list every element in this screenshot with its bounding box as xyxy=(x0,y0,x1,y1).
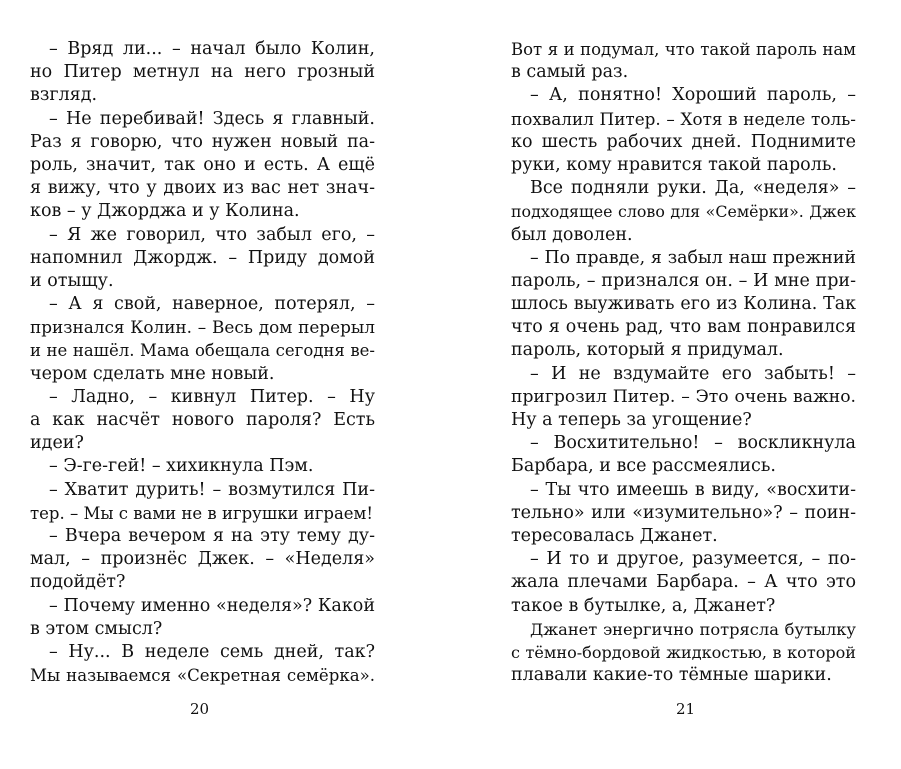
text-line: был доволен. xyxy=(511,224,633,245)
text-line: – Ладно, – кивнул Питер. – Ну xyxy=(49,386,375,407)
text-line: Мы называемся «Секретная семёрка». xyxy=(30,666,375,686)
text-line: в самый раз. xyxy=(511,62,629,83)
text-line: ко шесть рабочих дней. Поднимите xyxy=(511,131,856,152)
text-line: – Я же говорил, что забыл его, – xyxy=(49,224,375,245)
text-line: напомнил Джордж. – Приду домой xyxy=(30,247,375,268)
text-line: – Не перебивай! Здесь я главный. xyxy=(49,108,375,129)
text-line: чером сделать мне новый. xyxy=(30,363,275,384)
text-line: – Вчера вечером я на эту тему ду- xyxy=(49,525,375,546)
text-line: подходящее слово для «Семёрки». Джек xyxy=(511,202,856,222)
text-line: похвалил Питер. – Хотя в неделе толь- xyxy=(511,108,856,129)
text-line: Вот я и подумал, что такой пароль нам xyxy=(511,40,856,59)
page-number-left: 20 xyxy=(190,700,210,718)
text-line: – А, понятно! Хороший пароль, – xyxy=(530,85,856,106)
text-line: – По правде, я забыл наш прежний xyxy=(530,247,856,268)
text-line: такое в бутылке, а, Джанет? xyxy=(511,595,776,616)
text-line: что я очень рад, что вам понравился xyxy=(511,317,856,338)
text-line: взгляд. xyxy=(30,85,98,106)
text-line: Барбара, и все рассмеялись. xyxy=(511,456,776,477)
text-line: пароль, – признался он. – И мне при- xyxy=(511,270,856,291)
text-line: роль, значит, так оно и есть. А ещё xyxy=(30,154,375,175)
text-line: признался Колин. – Весь дом перерыл xyxy=(30,317,375,338)
text-line: мал, – произнёс Джек. – «Неделя» xyxy=(30,549,375,570)
text-line: – Почему именно «неделя»? Какой xyxy=(49,595,375,616)
text-line: и отыщу. xyxy=(30,270,114,291)
text-line: – И не вздумайте его забыть! – xyxy=(530,363,856,384)
text-line: руки, кому нравится такой пароль. xyxy=(511,154,837,175)
text-line: тельно» или «изумительно»? – поин- xyxy=(511,502,856,523)
text-line: Все подняли руки. Да, «неделя» – xyxy=(530,178,856,199)
text-line: – Ты что имеешь в виду, «восхити- xyxy=(530,479,856,500)
text-line: в этом смысл? xyxy=(30,618,163,639)
left-page-text xyxy=(30,38,375,687)
text-line: пригрозил Питер. – Это очень важно. xyxy=(511,386,856,407)
text-line: жала плечами Барбара. – А что это xyxy=(511,572,856,593)
text-line: Раз я говорю, что нужен новый па- xyxy=(30,131,375,152)
text-line: я вижу, что у двоих из вас нет знач- xyxy=(30,178,375,199)
text-line: тер. – Мы с вами не в игрушки играем! xyxy=(30,503,374,523)
page-number-right: 21 xyxy=(676,700,696,718)
right-page-text xyxy=(511,38,856,687)
text-line: – Восхитительно! – воскликнула xyxy=(530,433,856,454)
text-line: – А я свой, наверное, потерял, – xyxy=(49,294,375,315)
text-line: – Э-ге-гей! – хихикнула Пэм. xyxy=(49,456,314,477)
text-line: Джанет энергично потрясла бутылку xyxy=(530,619,856,639)
text-line: шлось выуживать его из Колина. Так xyxy=(511,294,856,315)
text-line: плавали какие-то тёмные шарики. xyxy=(511,665,832,686)
text-line: но Питер метнул на него грозный xyxy=(30,62,375,83)
text-line: идеи? xyxy=(30,433,84,454)
text-line: подойдёт? xyxy=(30,572,126,593)
text-line: – Ну... В неделе семь дней, так? xyxy=(49,641,375,662)
text-line: – Вряд ли... – начал было Колин, xyxy=(49,39,375,59)
text-line: с тёмно-бордовой жидкостью, в которой xyxy=(511,642,856,662)
text-line: – Хватит дурить! – возмутился Пи- xyxy=(49,479,375,500)
text-line: пароль, который я придумал. xyxy=(511,340,784,361)
text-line: ков – у Джорджа и у Колина. xyxy=(30,201,300,222)
text-line: Ну а теперь за угощение? xyxy=(511,410,752,430)
text-line: и не нашёл. Мама обещала сегодня ве- xyxy=(30,341,375,361)
text-line: тересовалась Джанет. xyxy=(511,525,718,546)
text-line: а как насчёт нового пароля? Есть xyxy=(30,410,375,430)
text-line: – И то и другое, разумеется, – по- xyxy=(530,549,856,570)
